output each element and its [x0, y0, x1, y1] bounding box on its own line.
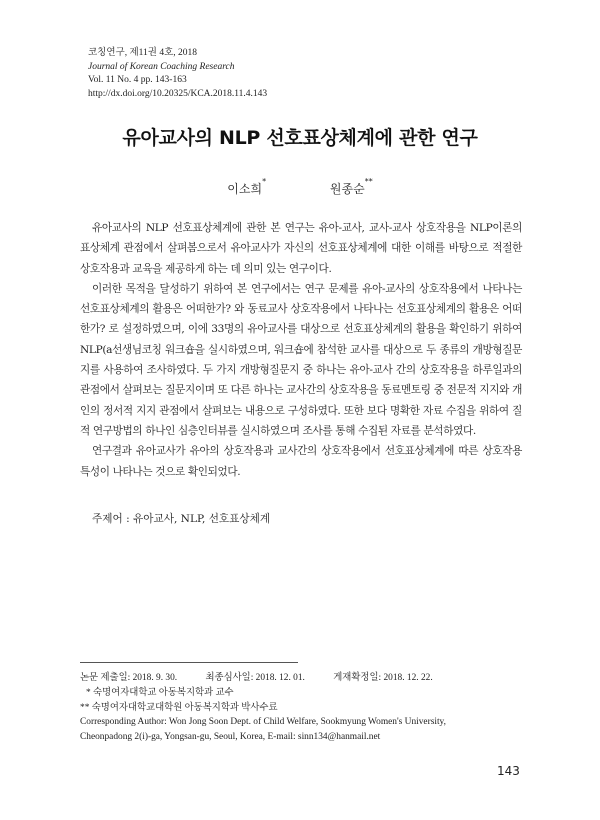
keywords-label: 주제어 : [92, 513, 130, 525]
reviewed-date: 최종심사일: 2018. 12. 01. [205, 673, 305, 683]
keywords [92, 511, 270, 526]
author-1 [227, 177, 267, 197]
author2-affiliation: ** 숙명여자대학교대학원 아동복지학과 박사수료 [80, 702, 278, 713]
keywords-values: 유아교사, NLP, 선호표상체계 [133, 513, 271, 525]
journal-name: Journal of Korean Coaching Research [88, 61, 235, 72]
doi-link[interactable]: http://dx.doi.org/10.20325/KCA.2018.11.4.143 [88, 88, 268, 99]
author-mark: * [262, 177, 267, 186]
abstract [80, 218, 522, 482]
author1-affiliation: * 숙명여자대학교 아동복지학과 교수 [86, 687, 234, 698]
abstract-paragraph: 연구결과 유아교사가 유아의 상호작용과 교사간의 상호작용에서 선호표상체계에 따른 상호작용 특성이 나타나는 것으로 확인되었다. [80, 445, 522, 478]
corresponding-address: Cheonpadong 2(i)-ga, Yongsan-gu, Seoul, Korea, E-mail: sinn134@hanmail.net [80, 732, 381, 743]
author-list [0, 177, 600, 197]
author-name: 원종순 [329, 182, 365, 196]
author-mark: ** [364, 177, 373, 186]
corresponding-author: Corresponding Author: Won Jong Soon Dept. of Child Welfare, Sookmyung Women's University, [80, 717, 446, 728]
author-name: 이소희 [227, 182, 263, 196]
author-2 [329, 177, 373, 197]
submission-dates [80, 671, 520, 686]
journal-volume-korean: 코칭연구, 제11권 4호, 2018 [88, 48, 198, 58]
abstract-paragraph: 이러한 목적을 달성하기 위하여 본 연구에서는 연구 문제를 유아-교사의 상호작용에서 나타나는 선호표상체계의 활용은 어떠한가? 와 동료교사 상호작용에서 나타나는 선호표상체계의 활용은 어떠한가? 로 설정하였으며, 이에 33명의 유아교사를 대상으로 선호표상체계의 활용을 확인하기 위하여 NLP(a선생님코칭 워크숍을 실시하였으며, 워크숍에 참석한 교사를 대상으로 두 종류의 개방형질문지를 사용하여 조사하였다. 두 가지 개방형질문지 중 하나는 유아-교사 간의 상호작용을 하루일과의 관점에서 살펴보는 질문지이며 또 다른 하나는 교사간의 상호작용을 동료멘토링 중 전문적 지지와 개인의 정서적 지지 관점에서 살펴보는 내용으로 구성하였다. 또한 보다 명확한 자료 수집을 위하여 질적 연구방법의 하나인 심층인터뷰를 실시하였으며 조사를 통해 수집된 자료를 분석하였다. [80, 282, 522, 437]
footnotes [80, 671, 520, 745]
accepted-date: 게재확정일: 2018. 12. 22. [333, 673, 433, 683]
journal-citation [88, 47, 267, 101]
abstract-paragraph: 유아교사의 NLP 선호표상체계에 관한 본 연구는 유아-교사, 교사-교사 상호작용을 NLP이론의 표상체계 관점에서 살펴봄으로서 유아교사가 자신의 선호표상체계에 대한 이해를 바탕으로 적절한 상호작용과 교육을 제공하게 하는 데 의미 있는 연구이다. [80, 222, 522, 275]
page-number: 143 [497, 764, 520, 778]
journal-volume-pages: Vol. 11 No. 4 pp. 143-163 [88, 75, 187, 85]
paper-title: 유아교사의 NLP 선호표상체계에 관한 연구 [122, 127, 478, 149]
submitted-date: 논문 제출일: 2018. 9. 30. [80, 673, 178, 683]
footnote-divider [80, 662, 298, 663]
